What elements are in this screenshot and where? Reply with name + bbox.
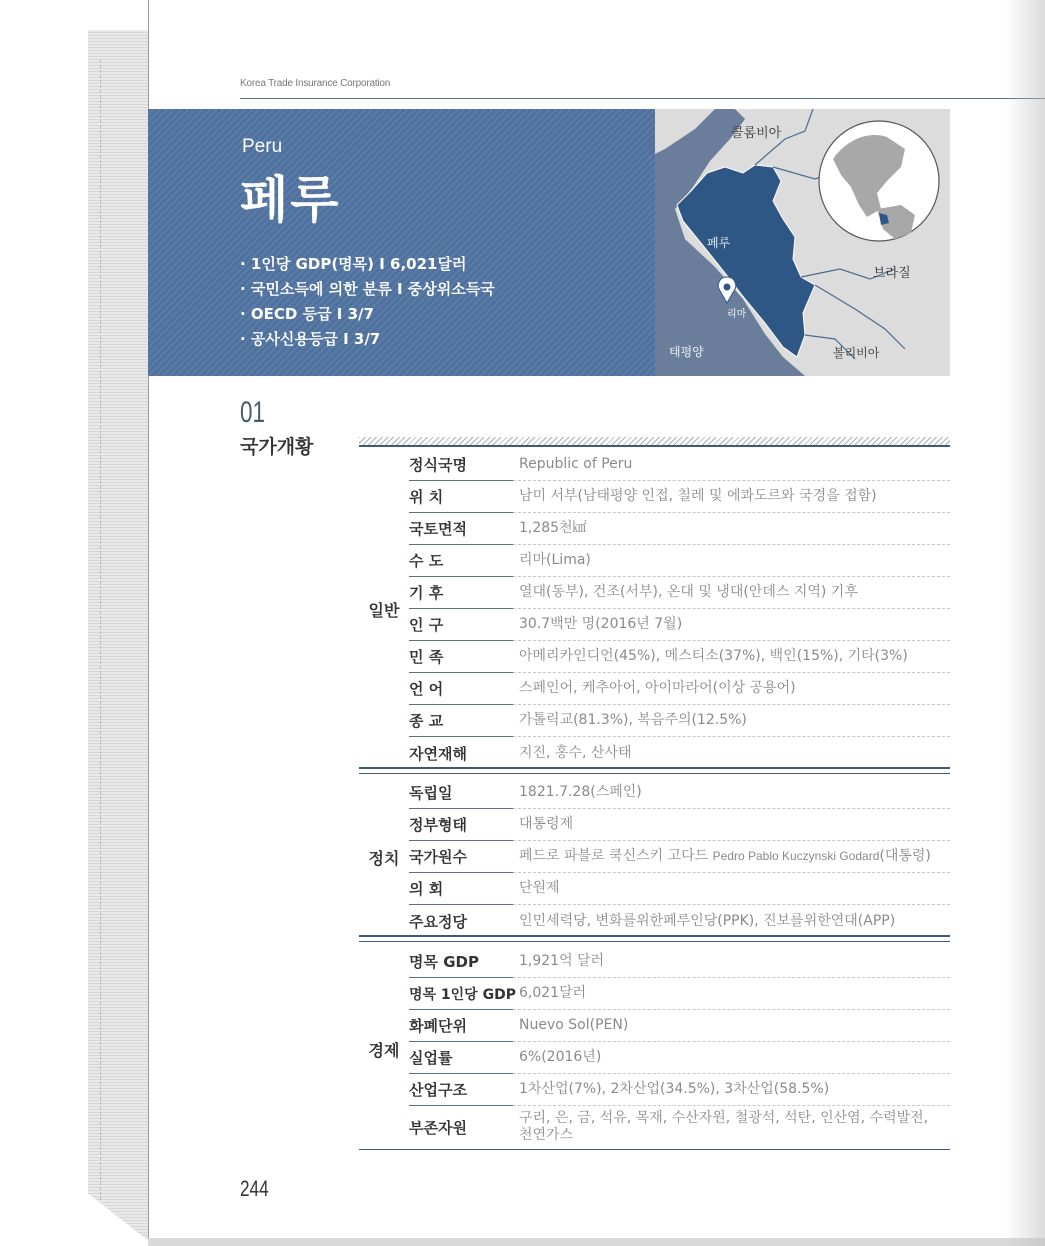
section-title: 국가개황 xyxy=(240,436,314,458)
table-row xyxy=(409,673,950,705)
group-label: 경제 xyxy=(368,1040,400,1060)
book-binding-line xyxy=(100,60,101,1200)
row-value: Republic of Peru xyxy=(513,449,950,481)
corporation-header: Korea Trade Insurance Corporation xyxy=(240,78,391,89)
country-name-en: Peru xyxy=(242,136,283,157)
row-value xyxy=(513,1106,950,1148)
row-key: 화폐단위 xyxy=(409,1010,513,1042)
row-key: 국가원수 xyxy=(409,841,513,873)
row-value: 대통령제 xyxy=(513,809,950,841)
map-label-colombia: 콜롬비아 xyxy=(731,126,782,141)
value-suffix: (대통령) xyxy=(879,848,931,864)
group-divider-thin xyxy=(359,773,950,774)
table-row xyxy=(409,513,950,545)
map-label-lima: 리마 xyxy=(727,309,747,320)
table-row xyxy=(409,1042,950,1074)
row-key: 기 후 xyxy=(409,577,513,609)
table-row xyxy=(409,705,950,737)
row-value: 인민세력당, 변화를위한페루인당(PPK), 진보를위한연대(APP) xyxy=(519,912,896,929)
table-row xyxy=(409,1010,950,1042)
page-shadow xyxy=(1005,0,1045,1246)
row-key: 종 교 xyxy=(409,705,513,737)
row-key: 민 족 xyxy=(409,641,513,673)
table-row xyxy=(409,777,950,809)
banner-fact: · 1인당 GDP(명목) Ⅰ 6,021달러 xyxy=(240,255,467,273)
map-label-pacific: 태평양 xyxy=(669,345,704,359)
page-bottom-edge xyxy=(148,1238,1045,1246)
group-divider-thin xyxy=(359,941,950,942)
row-key: 정부형태 xyxy=(409,809,513,841)
row-value: 지진, 홍수, 산사태 xyxy=(519,744,632,761)
row-key: 실업률 xyxy=(409,1042,513,1074)
country-name-ko: 페루 xyxy=(240,171,341,229)
row-value: 스페인어, 케추아어, 아이마라어(이상 공용어) xyxy=(513,673,950,705)
group-label: 정치 xyxy=(368,848,400,868)
row-value: 1차산업(7%), 2차산업(34.5%), 3차산업(58.5%) xyxy=(513,1074,950,1106)
row-value: 리마(Lima) xyxy=(513,545,950,577)
row-value: 30.7백만 명(2016년 7월) xyxy=(513,609,950,641)
row-key: 독립일 xyxy=(409,777,513,809)
section-number: 01 xyxy=(240,396,266,429)
row-value xyxy=(513,841,950,873)
banner-facts-list xyxy=(240,254,495,354)
row-value: 남미 서부(남태평양 인접, 칠레 및 에콰도르와 국경을 접함) xyxy=(513,481,950,513)
row-value: 가톨릭교(81.3%), 복음주의(12.5%) xyxy=(513,705,950,737)
table-row xyxy=(409,905,950,937)
value-prefix: 페드로 파블로 쿡신스키 고다드 xyxy=(519,848,709,864)
map-label-bolivia: 볼리비아 xyxy=(833,346,880,360)
table-top-hatch xyxy=(359,437,950,447)
table-row xyxy=(409,978,950,1010)
value-line: 구리, 은, 금, 석유, 목재, 수산자원, 철광석, 석탄, 인산염, 수력발전, xyxy=(519,1110,929,1126)
row-value: 열대(동부), 건조(서부), 온대 및 냉대(안데스 지역) 기후 xyxy=(513,577,950,609)
value-line: 천연가스 xyxy=(519,1127,574,1143)
table-row xyxy=(409,609,950,641)
table-row xyxy=(409,1074,950,1106)
header-rule xyxy=(240,98,1045,99)
table-row xyxy=(409,841,950,873)
table-row xyxy=(409,737,950,769)
banner-fact: · 국민소득에 의한 분류 Ⅰ 중상위소득국 xyxy=(240,280,495,298)
row-key: 언 어 xyxy=(409,673,513,705)
map-label-brazil: 브라질 xyxy=(873,266,911,281)
table-row xyxy=(409,481,950,513)
row-value: 아메리카인디언(45%), 메스티소(37%), 백인(15%), 기타(3%) xyxy=(513,641,950,673)
banner-fact: · OECD 등급 Ⅰ 3/7 xyxy=(240,305,374,323)
table-row xyxy=(409,873,950,905)
table-group-general xyxy=(359,449,950,769)
row-key: 인 구 xyxy=(409,609,513,641)
row-key: 위 치 xyxy=(409,481,513,513)
group-label: 일반 xyxy=(368,600,400,620)
table-row xyxy=(409,641,950,673)
row-key: 정식국명 xyxy=(409,449,513,481)
table-row xyxy=(409,577,950,609)
table-row xyxy=(409,1106,950,1148)
row-key: 국토면적 xyxy=(409,513,513,545)
group-divider xyxy=(359,767,950,769)
row-value: 단원제 xyxy=(513,873,950,905)
row-value: 1821.7.28(스페인) xyxy=(513,777,950,809)
row-value: 6%(2016년) xyxy=(513,1042,950,1074)
globe-icon xyxy=(819,121,939,241)
row-key: 부존자원 xyxy=(409,1118,467,1137)
peru-map xyxy=(655,109,950,376)
row-value: 6,021달러 xyxy=(513,978,950,1010)
row-key: 자연재해 xyxy=(409,744,467,763)
table-group-politics xyxy=(359,777,950,937)
row-key: 명목 GDP xyxy=(409,946,513,978)
table-row xyxy=(409,809,950,841)
row-key: 수 도 xyxy=(409,545,513,577)
row-value: Nuevo Sol(PEN) xyxy=(513,1010,950,1042)
table-row xyxy=(409,946,950,978)
table-group-economy xyxy=(359,946,950,1152)
group-divider xyxy=(359,935,950,937)
row-key: 산업구조 xyxy=(409,1074,513,1106)
table-row xyxy=(409,449,950,481)
table-row xyxy=(409,545,950,577)
row-value: 1,285천㎢ xyxy=(513,513,950,545)
row-value: 1,921억 달러 xyxy=(513,946,950,978)
banner-fact: · 공사신용등급 Ⅰ 3/7 xyxy=(240,330,381,348)
book-page-edges xyxy=(88,30,150,1242)
table-bottom-rule xyxy=(359,1149,950,1150)
map-label-peru: 페루 xyxy=(707,236,731,250)
page-number: 244 xyxy=(240,1176,269,1201)
row-key: 주요정당 xyxy=(409,912,467,931)
row-key: 의 회 xyxy=(409,873,513,905)
row-key: 명목 1인당 GDP xyxy=(409,978,513,1010)
value-english: Pedro Pablo Kuczynski Godard xyxy=(712,849,880,863)
